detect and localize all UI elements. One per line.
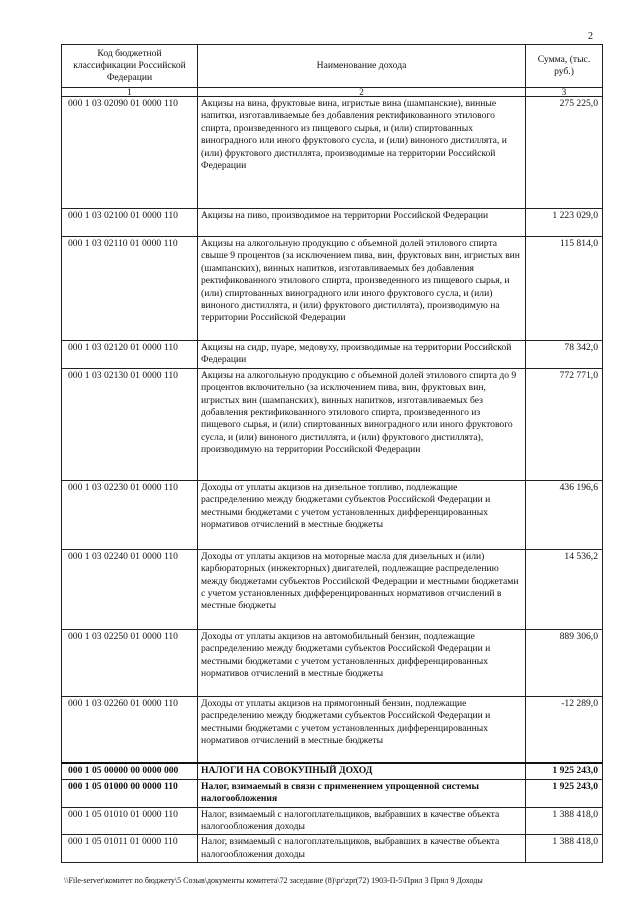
table-row: [62, 480, 603, 549]
row-amount: 1 223 029,0: [526, 209, 603, 237]
footer-file-path: \\File-server\комитет по бюджету\5 Созыв\документы комитета\72 заседание (8)\pr\zpr(72) 1903-П-5\Прил 3 Прил 9 Доходы: [64, 876, 483, 885]
row-code: 000 1 03 02130 01 0000 110: [62, 368, 198, 480]
row-code: 000 1 03 02230 01 0000 110: [62, 480, 198, 549]
row-amount: 1 388 418,0: [526, 807, 603, 835]
row-amount: 1 925 243,0: [526, 779, 603, 807]
row-name: Доходы от уплаты акцизов на дизельное топливо, подлежащие распределению между бюджетами субъектов Российской Федерации и местными бюджетами с учетом установленных дифференцированных нормативов отчислений в местные бюджеты: [198, 480, 526, 549]
table-row: [62, 807, 603, 835]
table-row: [62, 368, 603, 480]
table-row: [62, 97, 603, 209]
table-row: [62, 237, 603, 341]
revenue-table: [61, 44, 603, 863]
table-row: [62, 763, 603, 779]
row-name: Доходы от уплаты акцизов на прямогонный бензин, подлежащие распределению между бюджетами субъектов Российской Федерации и местными бюджетами с учетом установленных дифференцированных нормативов отчислений в местные бюджеты: [198, 696, 526, 763]
row-name: Доходы от уплаты акцизов на автомобильный бензин, подлежащие распределению между бюджетами субъектов Российской Федерации и местными бюджетами с учетом установленных дифференцированных нормативов отчислений в местные бюджеты: [198, 629, 526, 696]
row-code: 000 1 05 00000 00 0000 000: [62, 763, 198, 779]
table-row: [62, 209, 603, 237]
row-amount: 78 342,0: [526, 341, 603, 369]
table-row: [62, 835, 603, 863]
row-code: 000 1 05 01000 00 0000 110: [62, 779, 198, 807]
row-name: Акцизы на алкогольную продукцию с объемной долей этилового спирта до 9 процентов включительно (за исключением пива, вин, фруктовых вин, игристых вин (шампанских), винных напитков, изготавливаемых без добавления ректификованного этилового спирта, произведенного из пищевого сырья, и (или) спиртованных виноградного или иного фруктового сусла, и (или) виноного дистиллята, и (или) фруктового дистиллята), производимую на территории Российской Федерации: [198, 368, 526, 480]
row-name: Налог, взимаемый с налогоплательщиков, выбравших в качестве объекта налогообложения доходы: [198, 807, 526, 835]
row-amount: 1 925 243,0: [526, 763, 603, 779]
table-row: [62, 629, 603, 696]
row-amount: 115 814,0: [526, 237, 603, 341]
table-row: [62, 779, 603, 807]
table-row: [62, 549, 603, 629]
row-code: 000 1 05 01011 01 0000 110: [62, 835, 198, 863]
header-amount: Сумма, (тыс. руб.): [526, 45, 603, 88]
row-amount: 275 225,0: [526, 97, 603, 209]
row-code: 000 1 03 02250 01 0000 110: [62, 629, 198, 696]
table-row: [62, 696, 603, 763]
row-amount: 889 306,0: [526, 629, 603, 696]
row-name: Акцизы на вина, фруктовые вина, игристые вина (шампанские), винные напитки, изготавливаемые без добавления ректификованного этилового спирта, произведенного из пищевого сырья, и (или) спиртованных виноградного или иного фруктового сусла, и (или) виноного дистиллята, и (или) фруктового дистиллята, производимые на территории Российской Федерации: [198, 97, 526, 209]
row-code: 000 1 03 02120 01 0000 110: [62, 341, 198, 369]
row-amount: -12 289,0: [526, 696, 603, 763]
row-name: Акцизы на сидр, пуаре, медовуху, производимые на территории Российской Федерации: [198, 341, 526, 369]
table-row: [62, 341, 603, 369]
row-code: 000 1 05 01010 01 0000 110: [62, 807, 198, 835]
row-name: Акцизы на алкогольную продукцию с объемной долей этилового спирта свыше 9 процентов (за исключением пива, вин, фруктовых вин, игристых вин (шампанских), винных напитков, изготавливаемых без добавления ректификованного этилового спирта, произведенного из пищевого сырья, и (или) спиртованных виноградного или иного фруктового сусла, и (или) виноного дистиллята, и (или) фруктового дистиллята), производимую на территории Российской Федерации: [198, 237, 526, 341]
header-name: Наименование дохода: [198, 45, 526, 88]
row-name: Налог, взимаемый с налогоплательщиков, выбравших в качестве объекта налогообложения доходы: [198, 835, 526, 863]
row-amount: 772 771,0: [526, 368, 603, 480]
row-amount: 436 196,6: [526, 480, 603, 549]
row-name: Акцизы на пиво, производимое на территории Российской Федерации: [198, 209, 526, 237]
row-code: 000 1 03 02090 01 0000 110: [62, 97, 198, 209]
column-number: 3: [526, 88, 603, 97]
column-number: 1: [62, 88, 198, 97]
header-code: Код бюджетной классификации Российской Федерации: [62, 45, 198, 88]
row-name: НАЛОГИ НА СОВОКУПНЫЙ ДОХОД: [198, 763, 526, 779]
row-name: Налог, взимаемый в связи с применением упрощенной системы налогообложения: [198, 779, 526, 807]
column-number: 2: [198, 88, 526, 97]
row-amount: 1 388 418,0: [526, 835, 603, 863]
row-code: 000 1 03 02240 01 0000 110: [62, 549, 198, 629]
column-number-row: [62, 88, 603, 97]
row-code: 000 1 03 02110 01 0000 110: [62, 237, 198, 341]
page-number: 2: [588, 31, 593, 42]
row-code: 000 1 03 02260 01 0000 110: [62, 696, 198, 763]
row-name: Доходы от уплаты акцизов на моторные масла для дизельных и (или) карбюраторных (инжекторных) двигателей, подлежащие распределению между бюджетами субъектов Российской Федерации и местными бюджетами с учетом установленных дифференцированных нормативов отчислений в местные бюджеты: [198, 549, 526, 629]
row-amount: 14 536,2: [526, 549, 603, 629]
row-code: 000 1 03 02100 01 0000 110: [62, 209, 198, 237]
table-header-row: [62, 45, 603, 88]
